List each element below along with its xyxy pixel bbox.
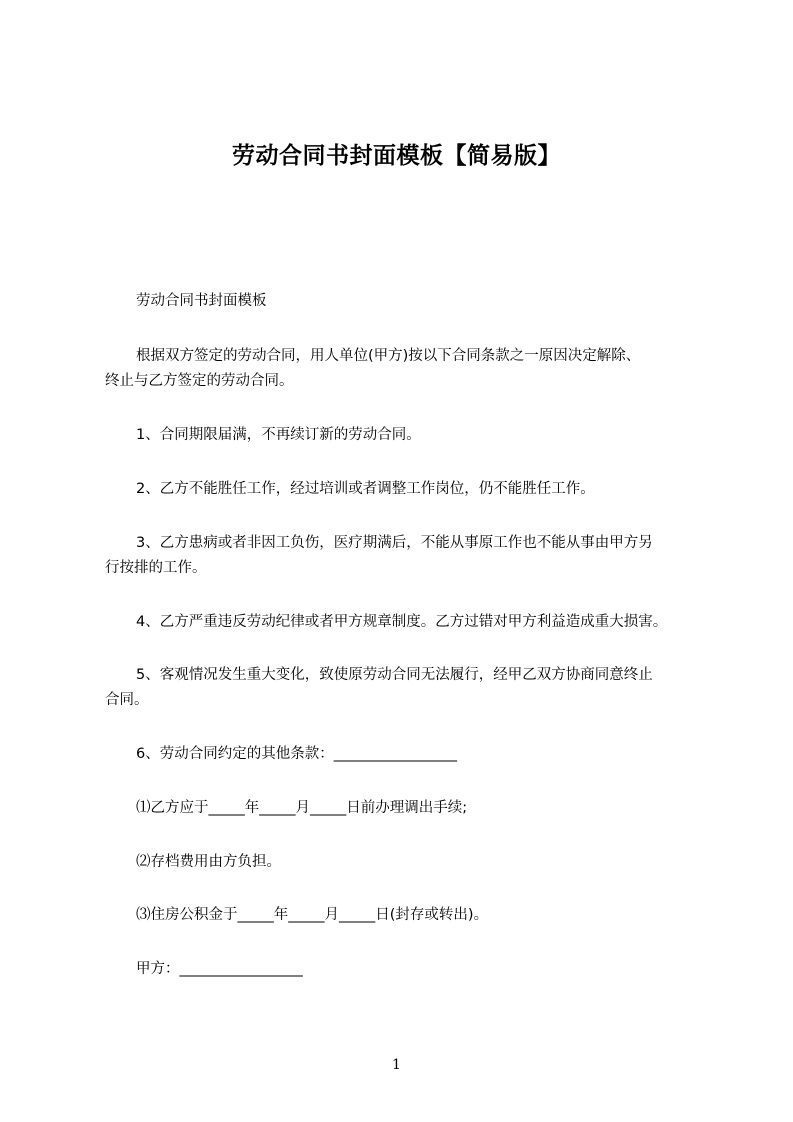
intro-line-1: 根据双方签定的劳动合同，用人单位(甲方)按以下合同条款之一原因决定解除、 (136, 348, 641, 364)
clause-1: 1、合同期限届满，不再续订新的劳动合同。 (136, 427, 421, 443)
clause-5-line-1: 5、客观情况发生重大变化，致使原劳动合同无法履行，经甲乙双方协商同意终止 (136, 667, 653, 683)
page-number: 1 (392, 1057, 401, 1073)
clause-3-line-1: 3、乙方患病或者非因工负伤，医疗期满后，不能从事原工作也不能从事由甲方另 (136, 535, 653, 551)
clause-2: 2、乙方不能胜任工作，经过培训或者调整工作岗位，仍不能胜任工作。 (136, 481, 595, 497)
clause-5-line-2: 合同。 (105, 692, 149, 708)
document-title: 劳动合同书封面模板【简易版】 (232, 143, 561, 169)
intro-line-2: 终止与乙方签定的劳动合同。 (105, 373, 294, 389)
clause-4: 4、乙方严重违反劳动纪律或者甲方规章制度。乙方过错对甲方利益造成重大损害。 (136, 614, 668, 630)
clause-3-line-2: 行按排的工作。 (105, 560, 207, 576)
subtitle: 劳动合同书封面模板 (136, 293, 267, 309)
sub-clause-1: ⑴乙方应于_____年_____月_____日前办理调出手续; (136, 800, 468, 816)
clause-6: 6、劳动合同约定的其他条款：_________________ (136, 746, 457, 762)
sub-clause-2: ⑵存档费用由方负担。 (136, 854, 281, 870)
sub-clause-3: ⑶住房公积金于_____年_____月_____日(封存或转出)。 (136, 907, 489, 923)
party-a-signature-line: 甲方：_________________ (136, 961, 303, 977)
